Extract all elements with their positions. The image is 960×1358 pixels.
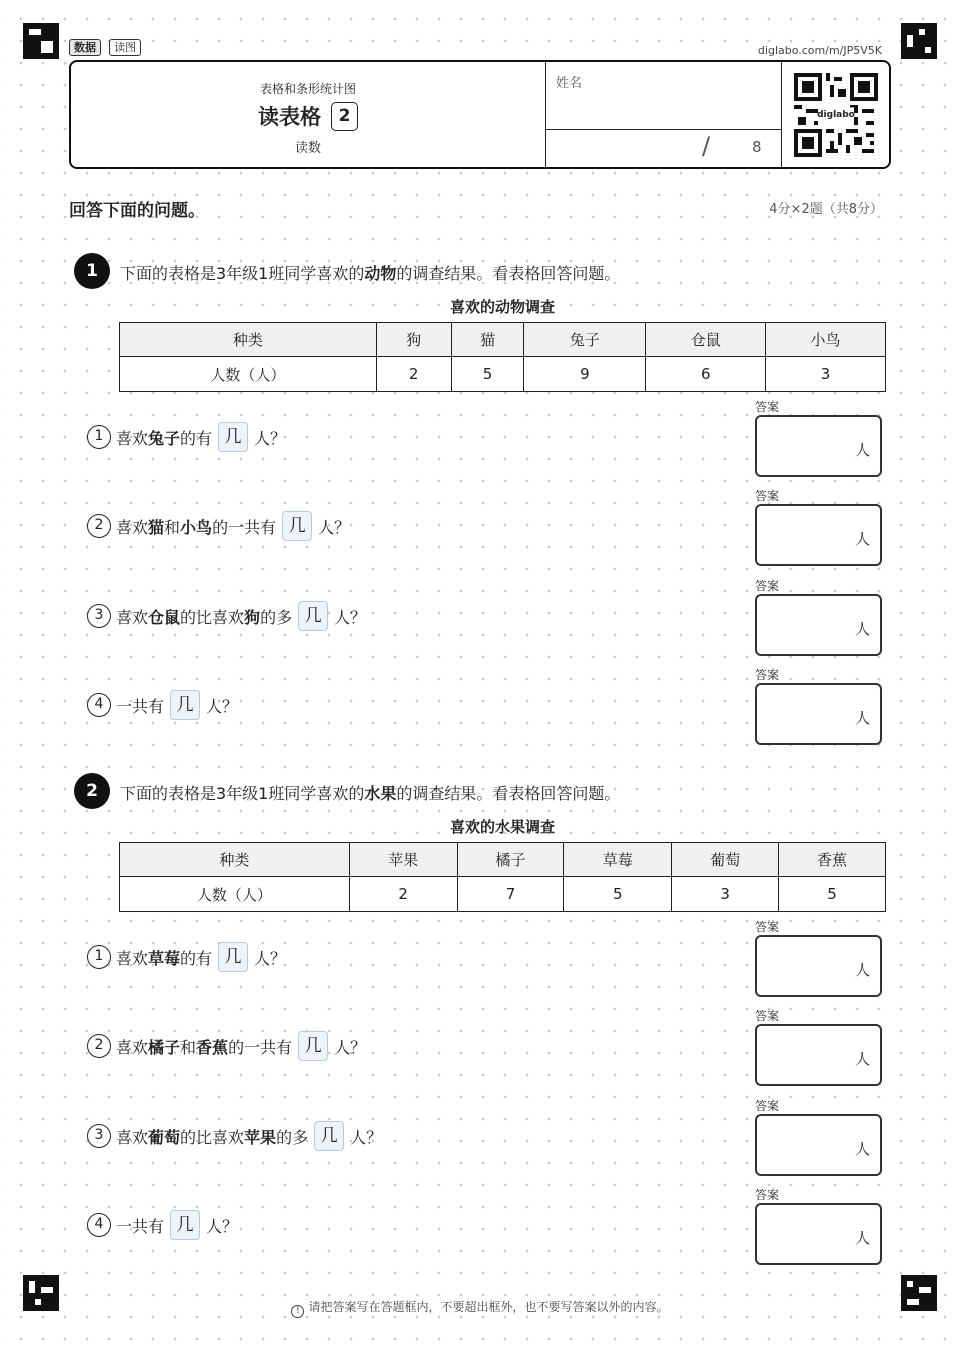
answer-box-2-4[interactable] — [755, 1203, 882, 1265]
table-cell: 7 — [457, 877, 564, 912]
q1-sub-3 — [87, 601, 366, 631]
table-header-cell: 橘子 — [457, 843, 564, 877]
qr-area — [782, 62, 889, 167]
answer-unit: 人 — [854, 620, 870, 638]
table-header-cell: 香蕉 — [779, 843, 886, 877]
table-header-cell: 兔子 — [524, 323, 646, 357]
q2-sub-1 — [87, 942, 286, 972]
sub-text: 喜欢 — [116, 607, 149, 627]
page-url: diglabo.com/m/JP5V5K — [757, 44, 882, 57]
title-number-badge: 2 — [331, 102, 358, 131]
q1-sub-4 — [87, 690, 238, 720]
sub-keyword: 苹果 — [244, 1127, 277, 1147]
q2-sub-3 — [87, 1121, 382, 1151]
intro-keyword: 水果 — [364, 784, 397, 803]
sub-text-end: 人？ — [350, 1127, 383, 1147]
sub-text: 喜欢 — [116, 428, 149, 448]
table-header-cell: 猫 — [451, 323, 524, 357]
points-info: 4分×2题（共8分） — [769, 202, 883, 217]
answer-unit: 人 — [854, 530, 870, 548]
answer-label: 答案 — [755, 920, 780, 934]
name-field[interactable] — [546, 62, 781, 130]
table-header-cell: 种类 — [120, 323, 377, 357]
sub-number: 2 — [87, 514, 111, 538]
sub-keyword: 橘子 — [148, 1037, 181, 1057]
answer-label: 答案 — [755, 1188, 780, 1202]
footer-text: 请把答案写在答题框内，不要超出框外，也不要写答案以外的内容。 — [308, 1300, 669, 1314]
sub-text: 喜欢 — [116, 1127, 149, 1147]
sub-text: 的有 — [180, 948, 213, 968]
name-label: 姓名 — [556, 76, 583, 91]
sub-keyword: 小鸟 — [180, 517, 213, 537]
sub-keyword: 香蕉 — [196, 1037, 229, 1057]
sub-text: 的一共有 — [212, 517, 277, 537]
table-cell: 3 — [672, 877, 779, 912]
sub-text-end: 人？ — [334, 1037, 367, 1057]
sub-text: 喜欢 — [116, 517, 149, 537]
answer-label: 答案 — [755, 1099, 780, 1113]
subtitle-label: 读数 — [294, 141, 321, 156]
table-row — [120, 357, 886, 392]
sub-number: 3 — [87, 1124, 111, 1148]
blank-placeholder: 几 — [170, 690, 200, 720]
answer-label: 答案 — [755, 400, 780, 414]
answer-label: 答案 — [755, 668, 780, 682]
sub-keyword: 兔子 — [148, 428, 181, 448]
table-header-cell: 狗 — [376, 323, 451, 357]
table-header-cell: 葡萄 — [672, 843, 779, 877]
table-row — [120, 877, 886, 912]
table-2-title: 喜欢的水果调查 — [449, 818, 555, 836]
sub-keyword: 狗 — [244, 607, 261, 627]
answer-unit: 人 — [854, 441, 870, 459]
info-icon: ! — [291, 1305, 304, 1318]
table-header-cell: 小鸟 — [766, 323, 886, 357]
table-cell: 2 — [376, 357, 451, 392]
table-cell: 6 — [646, 357, 766, 392]
blank-placeholder: 几 — [298, 1031, 328, 1061]
page-title: 读表格 — [258, 105, 321, 129]
answer-box-1-4[interactable] — [755, 683, 882, 745]
q1-sub-2 — [87, 511, 350, 541]
worksheet-header — [69, 60, 891, 169]
tag-read-chart: 读图 — [109, 39, 141, 56]
header-title-area — [71, 62, 546, 167]
blank-placeholder: 几 — [282, 511, 312, 541]
sub-text-end: 人？ — [254, 428, 287, 448]
sub-number: 4 — [87, 1213, 111, 1237]
table-cell: 5 — [451, 357, 524, 392]
question-number-2: 2 — [74, 773, 110, 809]
sub-keyword: 仓鼠 — [148, 607, 181, 627]
corner-marker-top-left — [23, 23, 59, 59]
intro-text-end: 的调查结果。看表格回答问题。 — [396, 264, 621, 283]
sub-text: 和 — [164, 517, 181, 537]
answer-box-1-1[interactable] — [755, 415, 882, 477]
table-1-title: 喜欢的动物调查 — [449, 298, 555, 316]
answer-box-2-1[interactable] — [755, 935, 882, 997]
answer-unit: 人 — [854, 709, 870, 727]
sub-text: 喜欢 — [116, 1037, 149, 1057]
score-total: 8 — [752, 138, 762, 156]
instruction-text: 回答下面的问题。 — [69, 201, 205, 221]
sub-text: 的比喜欢 — [180, 607, 245, 627]
blank-placeholder: 几 — [170, 1210, 200, 1240]
answer-label: 答案 — [755, 1009, 780, 1023]
sub-text-end: 人？ — [318, 517, 351, 537]
question-1-intro — [120, 261, 620, 284]
blank-placeholder: 几 — [218, 422, 248, 452]
qr-logo-text: diglabo — [817, 110, 855, 120]
question-2-intro — [120, 781, 620, 804]
answer-box-2-2[interactable] — [755, 1024, 882, 1086]
blank-placeholder: 几 — [218, 942, 248, 972]
intro-text: 下面的表格是3年级1班同学喜欢的 — [120, 784, 365, 803]
sub-number: 1 — [87, 945, 111, 969]
sub-text: 的多 — [260, 607, 293, 627]
table-header-cell: 仓鼠 — [646, 323, 766, 357]
table-cell: 3 — [766, 357, 886, 392]
sub-text: 的一共有 — [228, 1037, 293, 1057]
sub-text-end: 人？ — [254, 948, 287, 968]
sub-keyword: 草莓 — [148, 948, 181, 968]
table-cell: 5 — [779, 877, 886, 912]
sub-number: 2 — [87, 1034, 111, 1058]
sub-number: 4 — [87, 693, 111, 717]
sub-text-end: 人？ — [334, 607, 367, 627]
table-1 — [119, 322, 886, 392]
subject-label: 表格和条形统计图 — [259, 82, 356, 96]
sub-number: 3 — [87, 604, 111, 628]
corner-marker-top-right — [901, 23, 937, 59]
answer-box-1-3[interactable] — [755, 594, 882, 656]
sub-keyword: 猫 — [148, 517, 165, 537]
title-row — [71, 101, 545, 131]
category-tags — [69, 36, 141, 56]
intro-text-end: 的调查结果。看表格回答问题。 — [396, 784, 621, 803]
sub-text: 一共有 — [116, 696, 165, 716]
sub-text-end: 人？ — [206, 696, 239, 716]
score-field[interactable] — [546, 130, 781, 167]
answer-unit: 人 — [854, 1050, 870, 1068]
q1-sub-1 — [87, 422, 286, 452]
sub-text: 一共有 — [116, 1216, 165, 1236]
table-header-cell: 苹果 — [349, 843, 457, 877]
table-header-row — [120, 323, 886, 357]
sub-text-end: 人？ — [206, 1216, 239, 1236]
blank-placeholder: 几 — [298, 601, 328, 631]
table-header-cell: 草莓 — [564, 843, 672, 877]
answer-label: 答案 — [755, 579, 780, 593]
table-header-cell: 种类 — [120, 843, 350, 877]
answer-unit: 人 — [854, 1140, 870, 1158]
tag-data: 数据 — [69, 39, 101, 56]
table-cell: 2 — [349, 877, 457, 912]
answer-unit: 人 — [854, 961, 870, 979]
answer-label: 答案 — [755, 489, 780, 503]
table-cell: 9 — [524, 357, 646, 392]
sub-text: 和 — [180, 1037, 197, 1057]
blank-placeholder: 几 — [314, 1121, 344, 1151]
question-number-1: 1 — [74, 253, 110, 289]
answer-box-2-3[interactable] — [755, 1114, 882, 1176]
table-cell: 人数（人） — [120, 877, 350, 912]
table-cell: 5 — [564, 877, 672, 912]
answer-unit: 人 — [854, 1229, 870, 1247]
table-header-row — [120, 843, 886, 877]
q2-sub-4 — [87, 1210, 238, 1240]
answer-box-1-2[interactable] — [755, 504, 882, 566]
score-slash: / — [702, 132, 711, 160]
sub-text: 喜欢 — [116, 948, 149, 968]
sub-keyword: 葡萄 — [148, 1127, 181, 1147]
sub-number: 1 — [87, 425, 111, 449]
name-score-area — [546, 62, 782, 167]
footer-note — [0, 1298, 960, 1318]
table-2 — [119, 842, 886, 912]
sub-text: 的有 — [180, 428, 213, 448]
sub-text: 的多 — [276, 1127, 309, 1147]
table-cell: 人数（人） — [120, 357, 377, 392]
intro-keyword: 动物 — [364, 264, 397, 283]
q2-sub-2 — [87, 1031, 366, 1061]
sub-text: 的比喜欢 — [180, 1127, 245, 1147]
intro-text: 下面的表格是3年级1班同学喜欢的 — [120, 264, 365, 283]
